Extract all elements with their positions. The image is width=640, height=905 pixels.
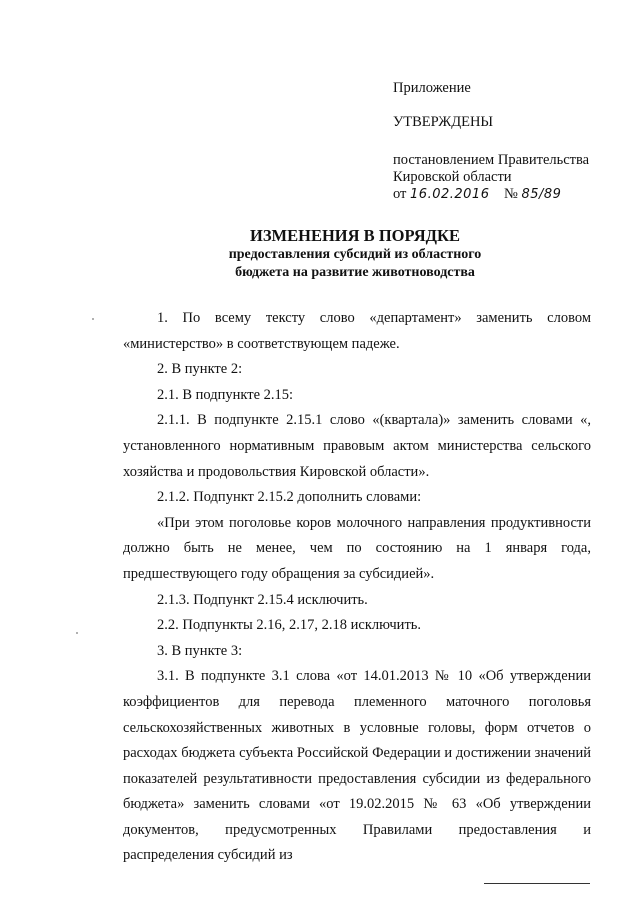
document-body (123, 306, 591, 869)
handwritten-date: 16.02.2016 (410, 187, 490, 202)
paragraph: 2. В пункте 2: (157, 361, 243, 378)
paragraph: 2.2. Подпункты 2.16, 2.17, 2.18 исключить. (157, 617, 422, 634)
decree-line-1: постановлением Правительства (393, 152, 590, 168)
paragraph: 3.1. В подпункте 3.1 слова «от 14.01.2013 № 10 «Об утверждении коэффициентов для перевода племенного маточного поголовья сельскохозяйственных животных в условные головы, форм отчетов о расходах бюджета субъекта Российской Федерации и достижении значений показателей результативности предоставления субсидии из федерального бюджета» заменить словами «от 19.02.2015 № 63 «Об утверждении документов, предусмотренных Правилами предоставления и распределения субсидий из (123, 668, 591, 864)
paragraph: 1. По всему тексту слово «департамент» заменить словом «министерство» в соответствующем падеже. (123, 310, 591, 352)
scan-speck (92, 318, 94, 320)
paragraph: 2.1.2. Подпункт 2.15.2 дополнить словами: (157, 489, 422, 506)
approval-block (393, 80, 623, 203)
title-line-2: предоставления субсидий из областного (228, 247, 482, 262)
number-prefix: № (503, 186, 518, 202)
annex-label: Приложение (393, 80, 471, 96)
document-title (150, 226, 560, 282)
footnote-rule (484, 883, 590, 884)
date-prefix: от (393, 186, 407, 202)
paragraph: 2.1.3. Подпункт 2.15.4 исключить. (157, 591, 368, 608)
handwritten-number: 85/89 (521, 187, 562, 202)
paragraph: 2.1.1. В подпункте 2.15.1 слово «(квартала)» заменить словами «, установленного нормативным правовым актом министерства сельского хозяйства и продовольствия Кировской области». (123, 412, 591, 480)
decree-line-2: Кировской области (393, 169, 512, 185)
title-line-1: ИЗМЕНЕНИЯ В ПОРЯДКЕ (250, 226, 460, 245)
paragraph: 2.1. В подпункте 2.15: (157, 386, 294, 403)
paragraph: «При этом поголовье коров молочного направления продуктивности должно быть не менее, чем по состоянию на 1 января года, предшествующего году обращения за субсидией». (123, 514, 591, 582)
approved-label: УТВЕРЖДЕНЫ (393, 114, 494, 130)
decree-date-line (393, 186, 623, 203)
paragraph: 3. В пункте 3: (157, 642, 243, 659)
scan-speck (76, 632, 78, 634)
title-line-3: бюджета на развитие животноводства (235, 265, 475, 280)
